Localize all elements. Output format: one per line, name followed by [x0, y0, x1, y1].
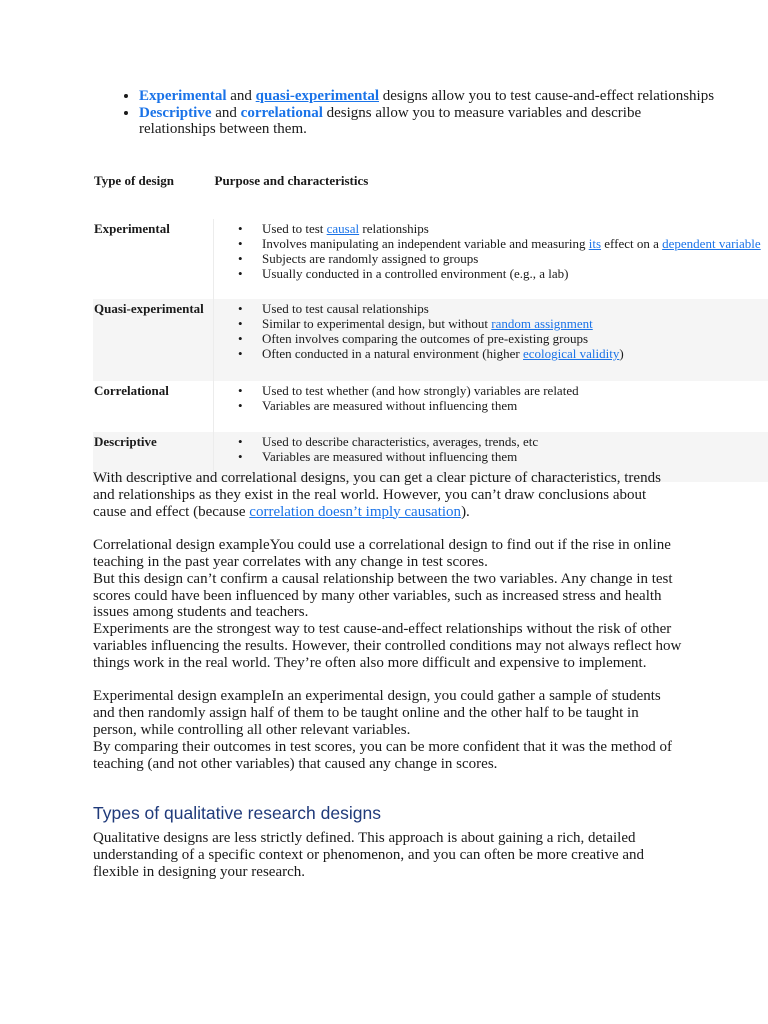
intro-text: designs allow you to test cause-and-effect relationships: [379, 88, 715, 104]
table-header-row: [93, 170, 768, 219]
item-text: Similar to experimental design, but without: [262, 316, 492, 331]
random-assignment-link[interactable]: random assignment: [491, 316, 593, 331]
item-text: Used to test: [262, 221, 327, 236]
ecological-validity-link[interactable]: ecological validity: [523, 346, 620, 361]
intro-text: and: [211, 104, 241, 121]
correlational-term: correlational: [240, 104, 323, 121]
header-type-of-design: Type of design: [94, 173, 174, 188]
list-item: [262, 251, 768, 266]
table-row-correlational: [93, 381, 768, 432]
item-text: Variables are measured without influencing them: [262, 398, 518, 413]
experimental-term: Experimental: [139, 88, 227, 104]
design-description: [214, 219, 768, 299]
list-item: [262, 301, 768, 316]
paragraph-experimental-example: Experimental design exampleIn an experimental design, you could gather a sample of students and then randomly assign half of them to be taught online and the other half to be taught in person, while controlling all other relevant variables.: [93, 688, 661, 738]
paragraph-causal-limitation: But this design can’t confirm a causal relationship between the two variables. Any change in test scores could have been influenced by many other variables, such as increased stress and health issues among students and teachers.: [93, 570, 673, 621]
table-row-experimental: [93, 219, 768, 299]
item-text: Subjects are randomly assigned to groups: [262, 251, 479, 266]
dependent-variable-link[interactable]: dependent variable: [662, 236, 761, 251]
paragraph-text: With descriptive and correlational designs, you can get a clear picture of characteristics, trends and relationships as they exist in the real world. However, you can’t draw conclusions about cause and effect (because: [93, 470, 661, 520]
design-name: Experimental: [94, 221, 170, 236]
characteristics-list: [262, 221, 768, 281]
item-text: Used to test causal relationships: [262, 301, 429, 316]
item-text: Involves manipulating an independent variable and measuring: [262, 236, 589, 251]
design-name: Quasi-experimental: [93, 299, 214, 381]
intro-bullet-experimental: [139, 88, 719, 105]
list-item: [262, 221, 768, 236]
design-name: Descriptive: [93, 432, 214, 482]
characteristics-list: [262, 383, 768, 413]
list-item: [262, 236, 768, 251]
descriptive-term: Descriptive: [139, 104, 212, 121]
table-row-quasi-experimental: [93, 299, 768, 381]
characteristics-list: [262, 434, 768, 464]
item-text: Used to test whether (and how strongly) variables are related: [262, 383, 579, 398]
list-item: [262, 266, 768, 281]
list-item: [262, 434, 768, 449]
correlation-causation-link[interactable]: correlation doesn’t imply causation: [249, 503, 462, 520]
paragraph-text: ).: [461, 503, 470, 520]
item-text: Often involves comparing the outcomes of pre-existing groups: [262, 331, 589, 346]
paragraph-comparison: By comparing their outcomes in test scores, you can be more confident that it was the method of teaching (and not other variables) that caused any change in scores.: [93, 738, 673, 772]
item-text: Often conducted in a natural environment (higher: [262, 346, 523, 361]
paragraph-correlational-example: Correlational design exampleYou could use a correlational design to find out if the rise in online teaching in the past year correlates with any change in test scores.: [93, 537, 671, 570]
list-item: [262, 398, 768, 413]
paragraph-experiments: Experiments are the strongest way to test cause-and-effect relationships without the risk of other variables influencing the results. However, their controlled conditions may not always reflect how things work in the real world. They’re often also more difficult and expensive to implement.: [93, 621, 682, 671]
intro-bullet-descriptive: [139, 105, 719, 138]
paragraph-gap: [93, 520, 683, 537]
intro-bullet-list: [96, 88, 719, 138]
qualitative-paragraph: Qualitative designs are less strictly defined. This approach is about gaining a rich, detailed understanding of a specific context or phenomenon, and you can often be more creative and flexible in designing your research.: [93, 830, 645, 880]
causal-link[interactable]: causal: [326, 221, 360, 236]
list-item: [262, 346, 768, 361]
list-item: [262, 331, 768, 346]
paragraph-gap: [93, 672, 683, 689]
item-text: Variables are measured without influencing them: [262, 449, 518, 464]
list-item: [262, 449, 768, 464]
item-text: relationships: [359, 221, 429, 236]
quasi-experimental-link[interactable]: quasi-experimental: [255, 88, 379, 104]
intro-text: and: [226, 88, 256, 104]
characteristics-list: [262, 301, 768, 361]
item-text: Used to describe characteristics, averages, trends, etc: [262, 434, 539, 449]
list-item: [262, 383, 768, 398]
qualitative-section-heading: Types of qualitative research designs: [93, 803, 381, 823]
paragraph-correlation-causation: [93, 470, 683, 520]
research-design-table: [93, 170, 768, 482]
its-link[interactable]: its: [588, 236, 602, 251]
design-description: [214, 299, 768, 381]
header-purpose: Purpose and characteristics: [214, 173, 369, 188]
item-text: effect on a: [601, 236, 663, 251]
list-item: [262, 316, 768, 331]
item-text: Usually conducted in a controlled environment (e.g., a lab): [262, 266, 569, 281]
design-description: [214, 381, 768, 432]
design-name: Correlational: [94, 383, 169, 398]
body-text: [93, 470, 683, 772]
intro-text: designs allow you to measure variables and describe relationships between them.: [139, 104, 642, 138]
item-text: ): [619, 346, 624, 361]
